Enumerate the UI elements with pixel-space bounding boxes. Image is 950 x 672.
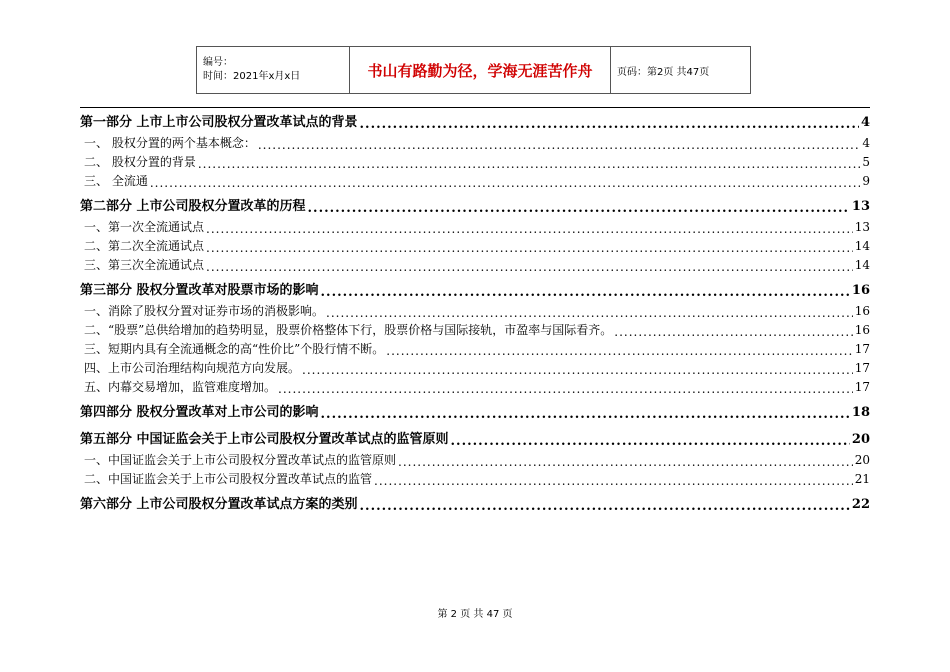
toc-subsection-entry[interactable] [80,321,870,340]
toc-dot-leader [198,160,861,172]
toc-section-entry[interactable] [80,402,870,424]
document-number-label: 编号： [203,57,233,68]
header-motto: 书山有路勤为径，学海无涯苦作舟 [350,47,611,94]
header-meta [197,47,350,94]
toc-section-entry[interactable] [80,280,870,302]
toc-subsection-entry[interactable] [80,302,870,321]
toc-entry-label: 四、上市公司治理结构向规范方向发展。 [84,361,301,375]
toc-entry-page-number: 17 [854,342,870,356]
toc-entry-page-number: 14 [854,258,870,272]
toc-subsection-entry[interactable] [80,172,870,191]
toc-entry-label: 第三部分 股权分置改革对股票市场的影响 [80,283,319,298]
document-time-label: 时间：2021年x月x日 [203,71,301,82]
toc-dot-leader [451,438,850,451]
toc-dot-leader [150,179,861,191]
toc-entry-label: 一、 股权分置的两个基本概念： [84,136,256,150]
toc-entry-label: 一、中国证监会关于上市公司股权分置改革试点的监管原则 [84,453,397,467]
toc-entry-page-number: 16 [854,323,870,337]
toc-entry-label: 一、第一次全流通试点 [84,220,205,234]
toc-entry-page-number: 17 [854,361,870,375]
toc-dot-leader [308,205,850,218]
toc-dot-leader [326,309,853,321]
toc-entry-label: 二、中国证监会关于上市公司股权分置改革试点的监管 [84,472,373,486]
toc-entry-label: 第六部分 上市公司股权分置改革试点方案的类别 [80,497,358,512]
toc-dot-leader [302,366,853,378]
toc-dot-leader [206,244,853,256]
header-page-code: 页码：第2页 共47页 [611,47,751,94]
toc-dot-leader [278,385,853,397]
toc-entry-label: 一、消除了股权分置对证券市场的消极影响。 [84,304,325,318]
toc-subsection-entry[interactable] [80,256,870,275]
toc-section-entry[interactable] [80,429,870,451]
toc-dot-leader [360,121,859,134]
toc-entry-label: 第四部分 股权分置改革对上市公司的影响 [80,405,319,420]
toc-dot-leader [206,263,853,275]
toc-subsection-entry[interactable] [80,451,870,470]
toc-entry-label: 三、短期内具有全流通概念的高“性价比”个股行情不断。 [84,342,385,356]
toc-entry-page-number: 4 [862,136,870,150]
toc-dot-leader [206,225,853,237]
toc-entry-label: 第二部分 上市公司股权分置改革的历程 [80,199,306,214]
toc-subsection-entry[interactable] [80,378,870,397]
toc-entry-label: 三、 全流通 [84,174,148,188]
toc-entry-label: 五、内幕交易增加，监管难度增加。 [84,380,277,394]
toc-entry-page-number: 16 [854,304,870,318]
toc-section-entry[interactable] [80,494,870,516]
document-header [196,46,751,94]
toc-entry-page-number: 20 [851,432,870,447]
toc-entry-label: 二、第二次全流通试点 [84,239,205,253]
toc-dot-leader [321,289,850,302]
toc-dot-leader [258,141,861,153]
toc-entry-page-number: 16 [851,283,870,298]
page-footer: 第 2 页 共 47 页 [437,609,513,620]
toc-subsection-entry[interactable] [80,359,870,378]
toc-dot-leader [360,503,850,516]
toc-dot-leader [398,458,853,470]
toc-dot-leader [321,411,850,424]
table-of-contents [80,112,870,516]
toc-subsection-entry[interactable] [80,340,870,359]
toc-entry-label: 二、“股票”总供给增加的趋势明显，股票价格整体下行，股票价格与国际接轨，市盈率与国际看齐。 [84,323,613,337]
toc-subsection-entry[interactable] [80,237,870,256]
toc-dot-leader [374,477,853,489]
toc-entry-page-number: 5 [862,155,870,169]
toc-entry-page-number: 14 [854,239,870,253]
toc-entry-label: 第五部分 中国证监会关于上市公司股权分置改革试点的监管原则 [80,432,449,447]
toc-dot-leader [614,328,852,340]
toc-dot-leader [386,347,852,359]
toc-entry-page-number: 18 [851,405,870,420]
toc-entry-page-number: 17 [854,380,870,394]
toc-entry-label: 三、第三次全流通试点 [84,258,205,272]
toc-entry-page-number: 20 [854,453,870,467]
header-rule [80,107,870,108]
toc-subsection-entry[interactable] [80,470,870,489]
toc-entry-page-number: 4 [860,115,870,130]
toc-section-entry[interactable] [80,112,870,134]
toc-entry-page-number: 22 [851,497,870,512]
toc-entry-page-number: 21 [854,472,870,486]
toc-entry-label: 二、 股权分置的背景 [84,155,196,169]
toc-entry-page-number: 9 [862,174,870,188]
toc-subsection-entry[interactable] [80,218,870,237]
toc-subsection-entry[interactable] [80,134,870,153]
toc-entry-page-number: 13 [854,220,870,234]
toc-entry-label: 第一部分 上市上市公司股权分置改革试点的背景 [80,115,358,130]
toc-subsection-entry[interactable] [80,153,870,172]
toc-entry-page-number: 13 [851,199,870,214]
toc-section-entry[interactable] [80,196,870,218]
